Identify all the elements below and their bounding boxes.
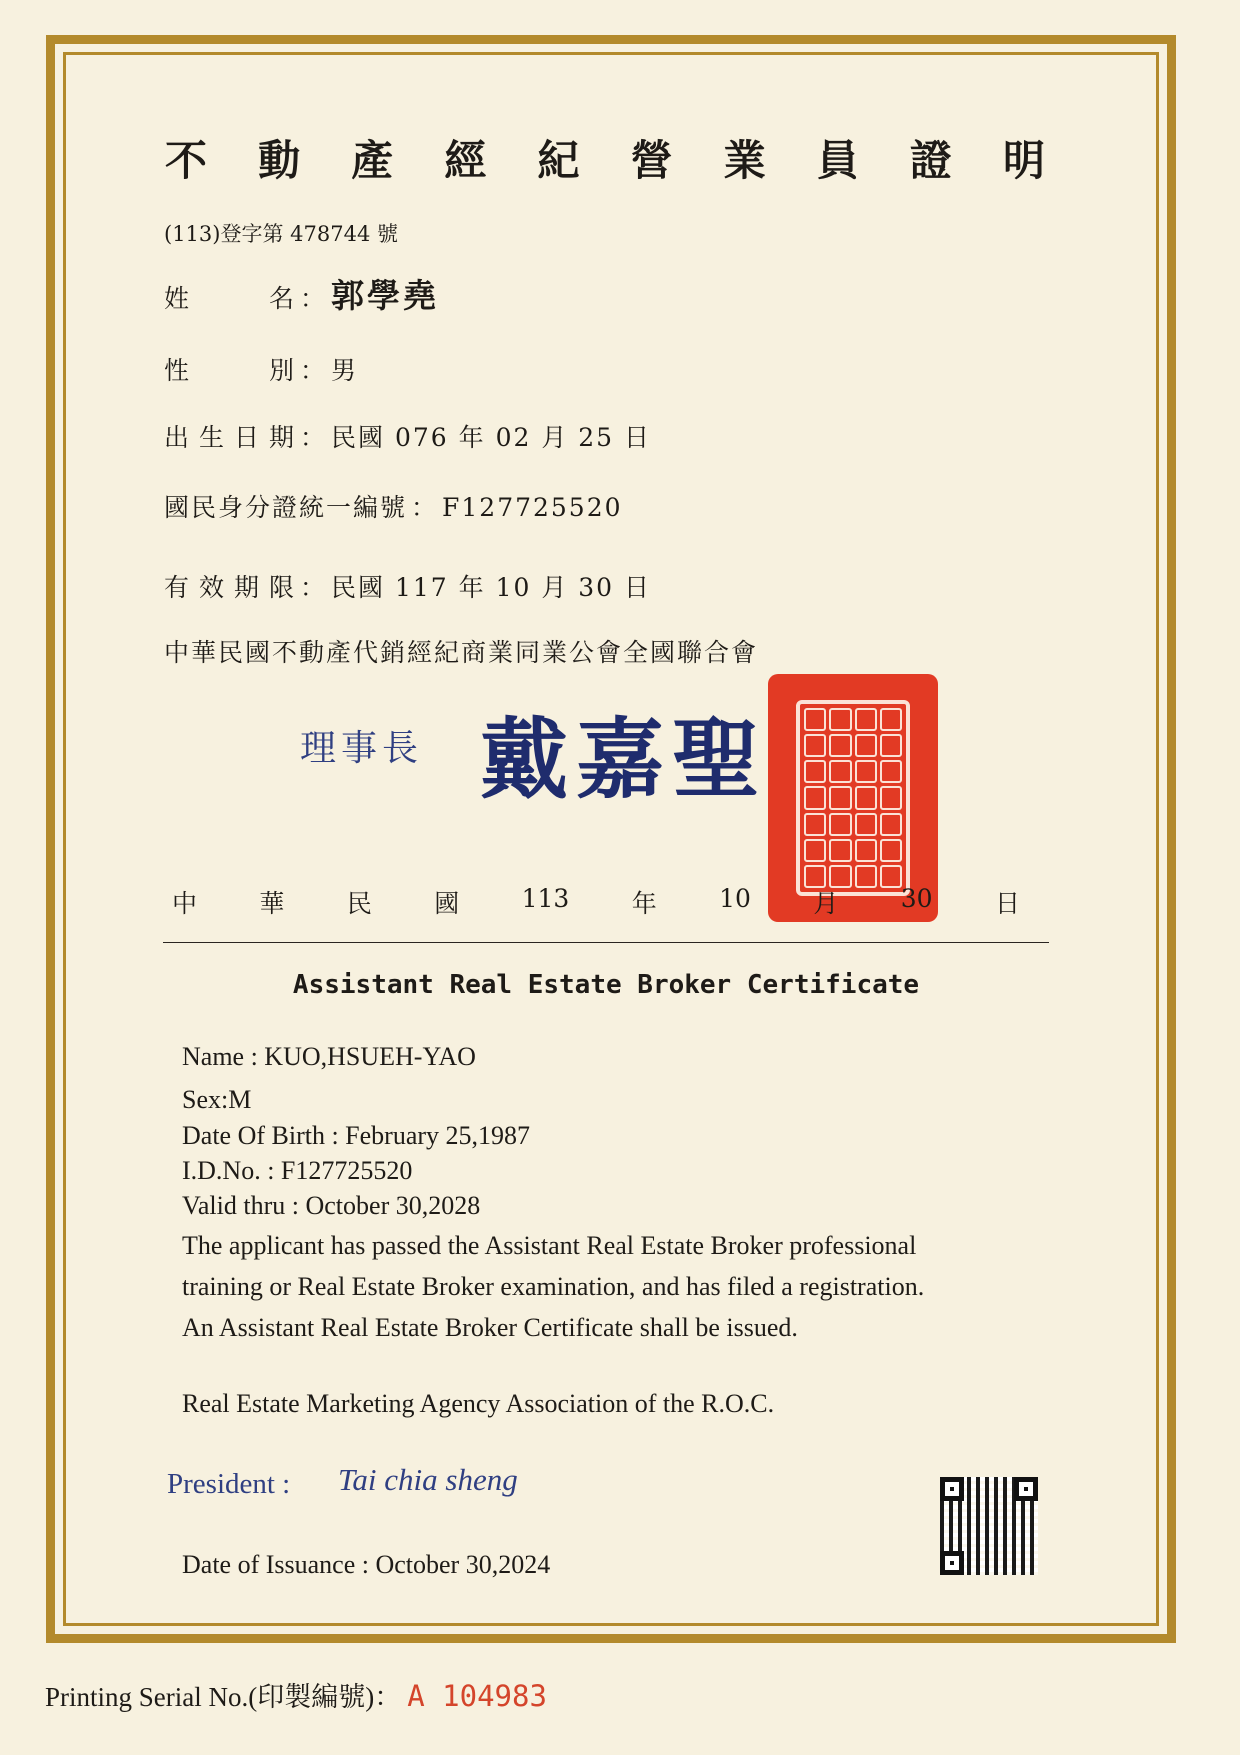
date-part: 10 xyxy=(719,884,751,913)
title-char: 證 xyxy=(909,136,952,185)
statement-line: The applicant has passed the Assistant Real Estate Broker professional xyxy=(182,1231,917,1260)
colon: ： xyxy=(300,356,328,385)
qr-finder xyxy=(1014,1477,1038,1501)
cn-name-row xyxy=(164,270,439,317)
cn-id-row xyxy=(164,488,623,524)
title-char: 產 xyxy=(351,136,394,185)
serial-label: Printing Serial No.(印製編號)： xyxy=(45,1682,402,1712)
date-part: 30 xyxy=(900,884,933,913)
cn-sex-value: 男 xyxy=(331,356,359,385)
cn-name-label: 姓名 xyxy=(164,284,296,313)
colon: ： xyxy=(300,284,328,313)
association-name-en: Real Estate Marketing Agency Association of the R.O.C. xyxy=(182,1389,775,1418)
cn-id-value: F127725520 xyxy=(442,493,623,522)
title-char: 紀 xyxy=(537,136,580,185)
cn-dob-row xyxy=(164,418,651,454)
section-divider xyxy=(163,942,1049,943)
seal-characters xyxy=(796,700,910,896)
en-dob: Date Of Birth : February 25,1987 xyxy=(182,1121,531,1150)
colon: ： xyxy=(411,493,439,522)
date-part: 日 xyxy=(994,889,1020,918)
date-of-issuance: Date of Issuance : October 30,2024 xyxy=(182,1550,551,1579)
en-statement xyxy=(182,1225,924,1348)
president-label-en: President : xyxy=(167,1468,291,1500)
date-part: 113 xyxy=(521,884,570,913)
cn-dob-value: 民國 076 年 02 月 25 日 xyxy=(331,423,652,452)
cn-issue-date xyxy=(172,884,1020,920)
qr-finder xyxy=(940,1477,964,1501)
cn-id-label: 國民身分證統一編號 xyxy=(164,493,408,522)
president-signature-en: Tai chia sheng xyxy=(338,1462,518,1497)
association-name-cn: 中華民國不動產代銷經紀商業同業公會全國聯合會 xyxy=(164,638,759,667)
title-char: 員 xyxy=(816,136,859,185)
date-part: 國 xyxy=(434,889,460,918)
statement-line: training or Real Estate Broker examination, and has filed a registration. xyxy=(182,1272,925,1301)
printing-serial xyxy=(45,1675,547,1714)
serial-number: A 104983 xyxy=(407,1679,547,1713)
date-part: 月 xyxy=(813,889,839,918)
cn-dob-label: 出生日期 xyxy=(164,423,296,452)
registration-number: (113)登字第 478744 號 xyxy=(164,222,398,246)
colon: ： xyxy=(300,423,328,452)
certificate-title-cn xyxy=(165,128,1045,188)
date-part: 年 xyxy=(631,889,657,918)
en-id-no: I.D.No. : F127725520 xyxy=(182,1156,413,1185)
president-label-cn: 理事長 xyxy=(300,728,424,769)
cn-valid-value: 民國 117 年 10 月 30 日 xyxy=(331,573,652,602)
certificate-title-en: Assistant Real Estate Broker Certificate xyxy=(292,970,920,1000)
en-sex: Sex:M xyxy=(182,1085,252,1114)
title-char: 動 xyxy=(258,136,301,185)
qr-finder xyxy=(940,1551,964,1575)
cn-sex-label: 性別 xyxy=(164,356,296,385)
title-char: 不 xyxy=(165,136,208,185)
qr-code[interactable] xyxy=(940,1477,1038,1575)
cn-name-value: 郭學堯 xyxy=(331,276,440,315)
title-char: 經 xyxy=(444,136,487,185)
date-part: 民 xyxy=(346,889,372,918)
date-part: 中 xyxy=(172,889,198,918)
en-valid-thru: Valid thru : October 30,2028 xyxy=(182,1191,481,1220)
colon: ： xyxy=(300,573,328,602)
title-char: 明 xyxy=(1002,136,1045,185)
cn-valid-row xyxy=(164,568,651,604)
title-char: 業 xyxy=(723,136,766,185)
president-signature-cn: 戴嘉聖 xyxy=(480,707,769,811)
cn-sex-row xyxy=(164,351,358,387)
statement-line: An Assistant Real Estate Broker Certificate shall be issued. xyxy=(182,1313,798,1342)
date-part: 華 xyxy=(259,889,285,918)
title-char: 營 xyxy=(630,136,673,185)
en-name: Name : KUO,HSUEH-YAO xyxy=(182,1042,476,1071)
cn-valid-label: 有效期限 xyxy=(164,573,296,602)
